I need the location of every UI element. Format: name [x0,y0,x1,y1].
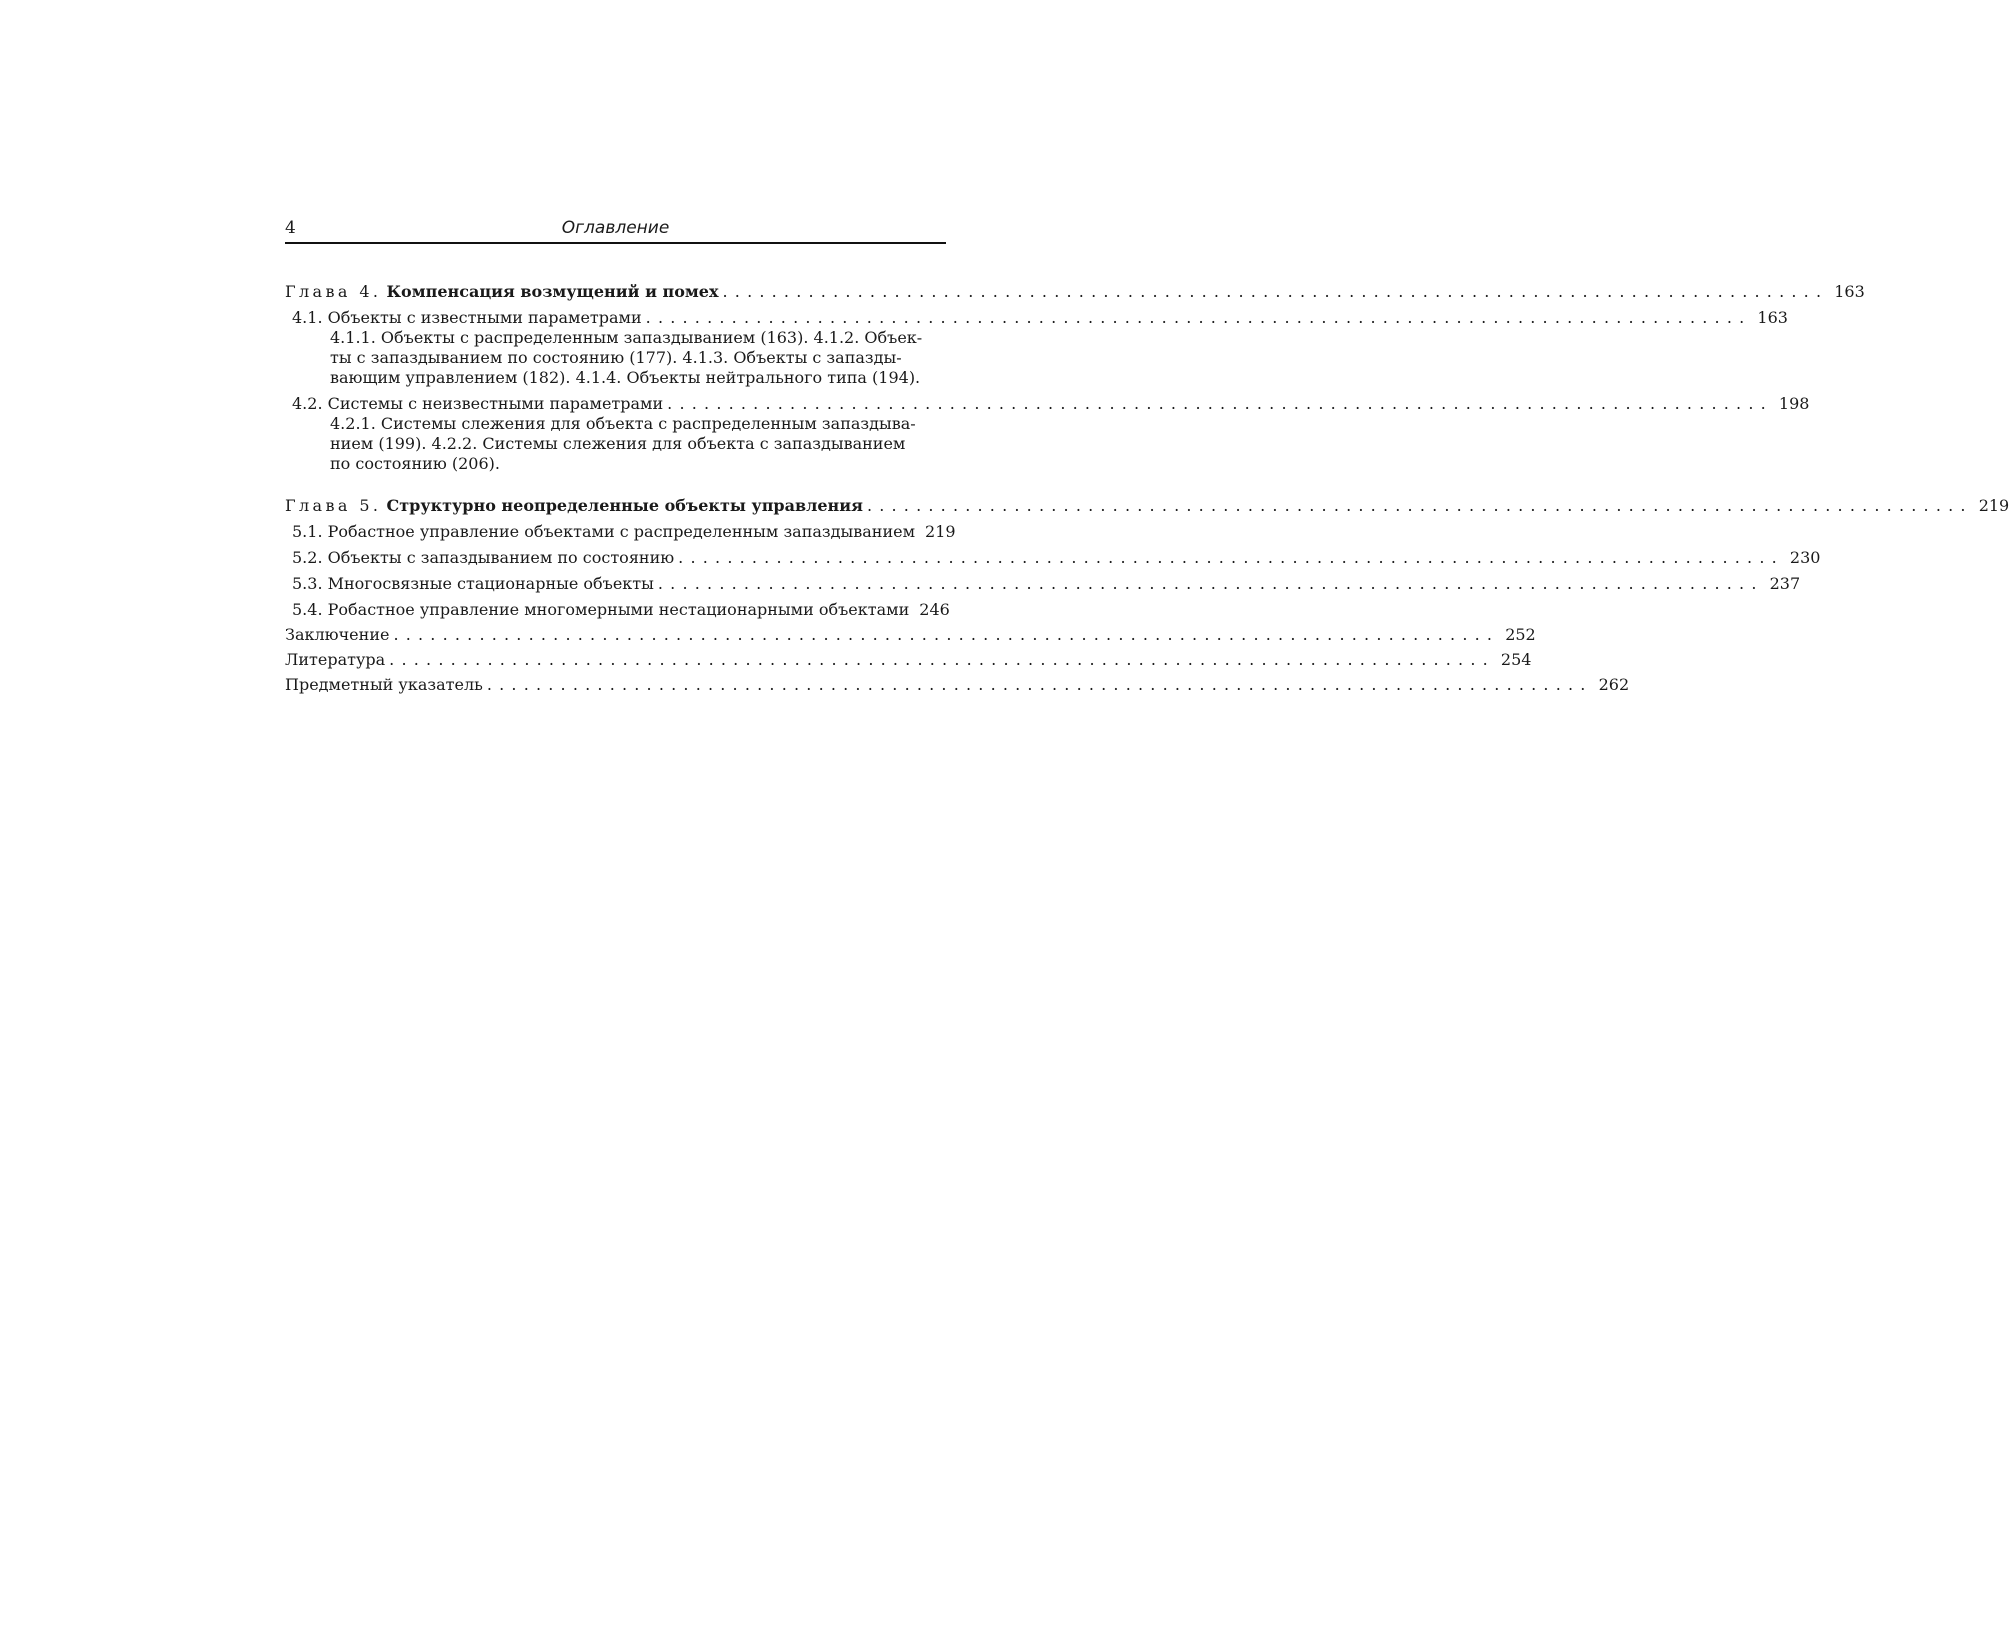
toc-chapter-4[interactable] [285,282,1865,302]
subsection-line: вающим управлением (182). 4.1.4. Объекты нейтрального типа (194). [330,368,921,387]
chapter-prefix: Глава 5. [285,496,382,515]
toc-page-number: 252 [1505,625,1536,644]
chapter-name: Компенсация возмущений и помех [386,282,719,301]
running-title: Оглавление [561,218,670,238]
toc-chapter-title [285,282,719,302]
toc-page-number: 246 [919,600,950,619]
toc-entry-label: Заключение [285,625,390,644]
toc-page-number: 262 [1598,675,1630,694]
toc-entry-label: Литература [285,650,386,669]
table-of-contents [285,282,2009,695]
toc-page-number: 254 [1500,650,1532,669]
leader-dots: .......................................................................................... [645,308,1752,327]
subsection-line: по состоянию (206). [330,454,500,473]
toc-subsections-4-2 [330,414,916,474]
toc-page-number: 163 [1834,282,1865,301]
toc-section-label: 5.3. Многосвязные стационарные объекты [292,574,654,593]
leader-dots: .......................................................................................... [678,548,1784,567]
subsection-line: ты с запаздыванием по состоянию (177). 4.1.3. Объекты с запазды- [330,348,902,367]
toc-section-label: 5.1. Робастное управление объектами с распределенным запаздыванием [292,522,916,541]
toc-page-number: 198 [1778,394,1810,413]
toc-section-5-1[interactable] [285,522,956,542]
running-head [285,216,946,244]
toc-section-label: 4.1. Объекты с известными параметрами [292,308,642,327]
leader-dots: .......................................................................................... [722,282,1829,301]
page-number: 4 [285,218,296,238]
subsection-line: нием (199). 4.2.2. Системы слежения для объекта с запаздыванием [330,434,906,453]
leader-dots: .......................................................................................... [667,394,1773,413]
toc-section-4-2[interactable] [285,394,1810,414]
toc-conclusion[interactable] [285,625,1536,645]
toc-section-label: 5.4. Робастное управление многомерными нестационарными объектами [292,600,910,619]
chapter-prefix: Глава 4. [285,282,382,301]
toc-section-5-4[interactable] [285,600,950,620]
toc-section-5-3[interactable] [285,574,1801,594]
toc-page-number: 219 [1978,496,2009,515]
page-content [285,216,2009,695]
leader-dots: .......................................................................................... [866,496,1973,515]
toc-chapter-title [285,496,863,516]
chapter-name: Структурно неопределенные объекты управления [386,496,863,515]
leader-dots: .......................................................................................... [393,625,1500,644]
toc-subsections-4-1 [330,328,923,388]
toc-section-label: 5.2. Объекты с запаздыванием по состоянию [292,548,675,567]
toc-page-number: 219 [925,522,956,541]
subsection-line: 4.1.1. Объекты с распределенным запаздыванием (163). 4.1.2. Объек- [330,328,923,347]
toc-section-4-1[interactable] [285,308,1788,328]
subsection-line: 4.2.1. Системы слежения для объекта с распределенным запаздыва- [330,414,916,433]
toc-section-5-2[interactable] [285,548,1821,568]
toc-section-label: 4.2. Системы с неизвестными параметрами [292,394,664,413]
leader-dots: .......................................................................................... [486,675,1593,694]
toc-entry-label: Предметный указатель [285,675,483,694]
leader-dots: .......................................................................................... [657,574,1764,593]
toc-page-number: 230 [1789,548,1821,567]
toc-page-number: 237 [1769,574,1801,593]
toc-page-number: 163 [1757,308,1788,327]
toc-references[interactable] [285,650,1532,670]
leader-dots: .......................................................................................... [389,650,1495,669]
toc-subject-index[interactable] [285,675,1630,695]
toc-chapter-5[interactable] [285,496,2009,516]
